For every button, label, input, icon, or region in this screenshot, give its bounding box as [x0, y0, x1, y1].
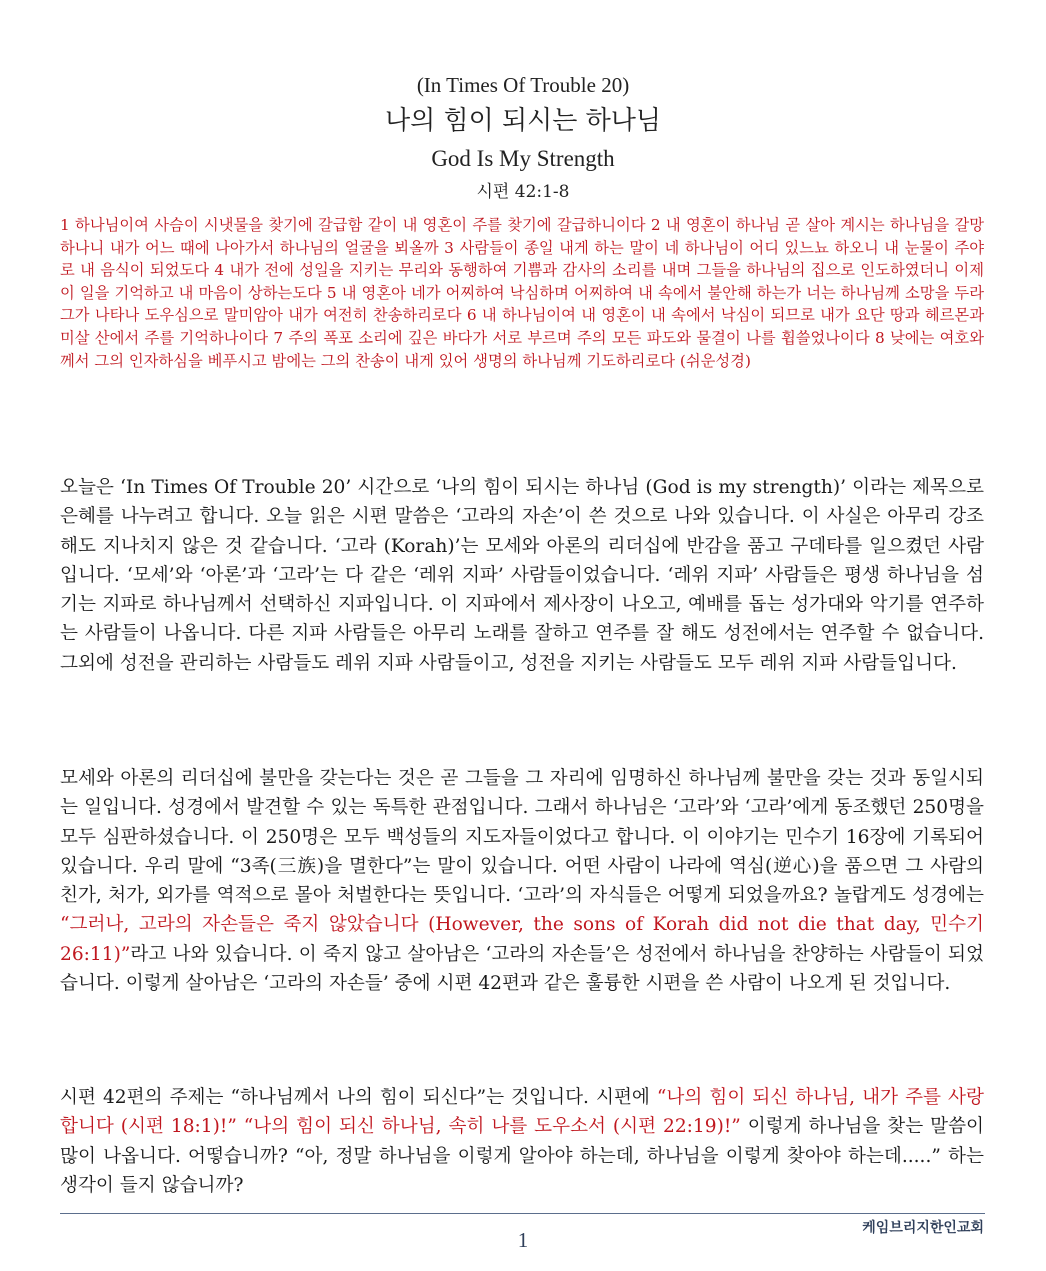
- paragraph-2-text-a: 모세와 아론의 리더십에 불만을 갖는다는 것은 곧 그들을 그 자리에 임명하신 하나님께 불만을 갖는 것과 동일시되는 일입니다. 성경에서 발견할 수 있는 독특한 관점입니다. 그래서 하나님은 ‘고라’와 ‘고라’에게 동조했던 250명을 모두 심판하셨습니다. 이 250명은 모두 백성들의 지도자들이었다고 합니다. 이 이야기는 민수기 16장에 기록되어 있습니다. 우리 말에 “3족(三族)을 멸한다”는 말이 있습니다. 어떤 사람이 나라에 역심(逆心)을 품으면 그 사람의 친가, 처가, 외가를 역적으로 몰아 처벌한다는 뜻입니다. ‘고라’의 자식들은 어떻게 되었을까요? 놀랍게도 성경에는: [60, 768, 984, 907]
- paragraph-2-text-b: 라고 나와 있습니다. 이 죽지 않고 살아남은 ‘고라의 자손들’은 성전에서 하나님을 찬양하는 사람들이 되었습니다. 이렇게 살아남은 ‘고라의 자손들’ 중에 시편 42편과 같은 훌륭한 시편을 쓴 사람이 나오게 된 것입니다.: [60, 943, 984, 995]
- paragraph-3-text-a: 시편 42편의 주제는 “하나님께서 나의 힘이 되신다”는 것입니다. 시편에: [60, 1087, 657, 1108]
- scripture-passage: 1 하나님이여 사슴이 시냇물을 찾기에 갈급함 같이 내 영혼이 주를 찾기에 갈급하니이다 2 내 영혼이 하나님 곧 살아 계시는 하나님을 갈망하나니 내가 어느 때에 나아가서 하나님의 얼굴을 뵈올까 3 사람들이 종일 내게 하는 말이 네 하나님이 어디 있느뇨 하오니 내 눈물이 주야로 내 음식이 되었도다 4 내가 전에 성일을 지키는 무리와 동행하여 기쁨과 감사의 소리를 내며 그들을 하나님의 집으로 인도하였더니 이제 이 일을 기억하고 내 마음이 상하는도다 5 내 영혼아 네가 어찌하여 낙심하며 어찌하여 내 속에서 불안해 하는가 너는 하나님께 소망을 두라 그가 나타나 도우심으로 말미암아 내가 여전히 찬송하리로다 6 내 하나님이여 내 영혼이 내 속에서 낙심이 되므로 내가 요단 땅과 헤르몬과 미살 산에서 주를 기억하나이다 7 주의 폭포 소리에 깊은 바다가 서로 부르며 주의 모든 파도와 물결이 나를 휩쓸었나이다 8 낮에는 여호와께서 그의 인자하심을 베푸시고 밤에는 그의 찬송이 내게 있어 생명의 하나님께 기도하리로다 (쉬운성경): [60, 216, 984, 370]
- paragraph-3-text-b: 이렇게 하나님을 찾는 말씀이 많이 나옵니다. 어떻습니까? “아, 정말 하나님을 이렇게 알아야 하는데, 하나님을 이렇게 찾아야 하는데.....” 하는 생각이 들지 않습니까?: [60, 1116, 984, 1196]
- church-name: 케임브리지한인교회: [862, 1220, 984, 1236]
- scripture-reference: 시편 42:1-8: [476, 182, 570, 202]
- sermon-header: [0, 70, 1046, 206]
- sermon-title-korean: 나의 힘이 되시는 하나님: [385, 106, 661, 136]
- footer-divider: [60, 1213, 985, 1214]
- paragraph-1: 오늘은 ‘In Times Of Trouble 20’ 시간으로 ‘나의 힘이 되시는 하나님 (God is my strength)’ 이라는 제목으로 은혜를 나누려고 합니다. 오늘 읽은 시편 말씀은 ‘고라의 자손’이 쓴 것으로 나와 있습니다. 이 사실은 아무리 강조해도 지나치지 않은 것 같습니다. ‘고라 (Korah)’는 모세와 아론의 리더십에 반감을 품고 구데타를 일으켰던 사람입니다. ‘모세’와 ‘아론’과 ‘고라’는 다 같은 ‘레위 지파’ 사람들이었습니다. ‘레위 지파’ 사람들은 평생 하나님을 섬기는 지파로 하나님께서 선택하신 지파입니다. 이 지파에서 제사장이 나오고, 예배를 돕는 성가대와 악기를 연주하는 사람들이 나옵니다. 다른 지파 사람들은 아무리 노래를 잘하고 연주를 잘 해도 성전에서는 연주할 수 없습니다. 그외에 성전을 관리하는 사람들도 레위 지파 사람들이고, 성전을 지키는 사람들도 모두 레위 지파 사람들입니다.: [60, 477, 984, 674]
- series-title: (In Times Of Trouble 20): [416, 73, 630, 97]
- paragraph-2: [60, 764, 984, 998]
- paragraph-3-quote: “나의 힘이 되신 하나님, 내가 주를 사랑합니다 (시편 18:1)!” “나의 힘이 되신 하나님, 속히 나를 도우소서 (시편 22:19)!”: [60, 1087, 984, 1138]
- paragraph-3: [60, 1083, 984, 1200]
- paragraph-2-quote: “그러나, 고라의 자손들은 죽지 않았습니다 (However, the sons of Korah did not die that day, 민수기 26:11)”: [60, 914, 984, 965]
- page-number: 1: [517, 1228, 529, 1252]
- sermon-title-english: God Is My Strength: [431, 146, 615, 171]
